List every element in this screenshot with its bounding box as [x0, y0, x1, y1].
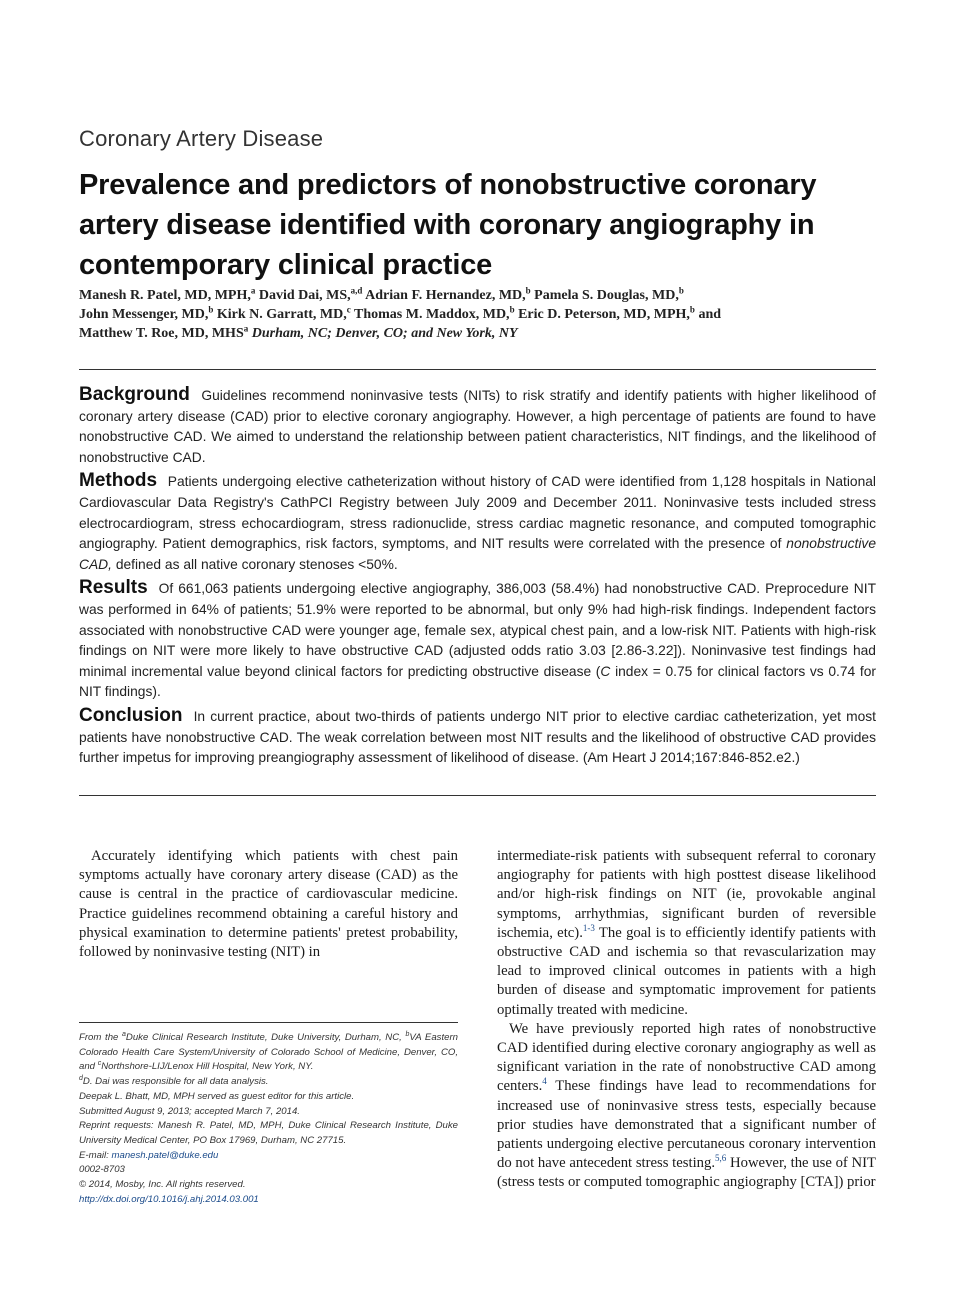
body-paragraph: Accurately identifying which patients with chest pain symptoms actually have coronary artery disease (CAD) as the cause is central in the practice of cardiovascular medicine. Practice guidelines recommend obtaining a careful history and physical examination to determine patients' pretest probability, followed by noninvasive testing (NIT) in — [79, 848, 458, 961]
body-paragraph: We have previously reported high rates of nonobstructive CAD identified during elective coronary angiography as well as significant variation in the rate of nonobstructive CAD among centers.$^4$ These findings have lead to recommendations for increased use of noninvasive stress tests, especially because prior studies have demonstrated that a significant number of patients undergoing elective percutaneous coronary intervention do not have antecedent stress testing.$^{5,6}$ However, the use of NIT (stress tests or computed tomographic angiography [CTA]) prior — [497, 1020, 877, 1191]
abstract-conclusion-text: In current practice, about two-thirds of patients undergo NIT prior to elective cardiac catheterization, yet most patients have nonobstructive CAD. The weak correlation between most NIT results and the likelihood of obstructive CAD provides further impetus for improving preangiography assessment of likelihood of disease. (Am Heart J 2014;167:846-852.e2.) — [79, 708, 876, 766]
author-list — [79, 286, 889, 343]
abstract-heading-methods: Methods — [79, 470, 158, 492]
author-affiliation-marker: a,d — [350, 285, 363, 296]
footnote-reprint: Reprint requests: Manesh R. Patel, MD, MPH, Duke Clinical Research Institute, Duke University Medical Center, PO Box 17969, Durham, NC 27715. — [79, 1120, 458, 1146]
citation-link[interactable]: 1-3 — [582, 922, 595, 933]
author-affiliation-marker: b — [509, 304, 515, 315]
footnotes — [79, 1031, 458, 1207]
footnote-copyright: © 2014, Mosby, Inc. All rights reserved. — [79, 1179, 246, 1191]
citation-link[interactable]: 4 — [542, 1076, 547, 1087]
abstract-methods — [79, 471, 876, 575]
author-name: Adrian F. Hernandez, MD, — [365, 288, 526, 303]
citation-link[interactable]: 5,6 — [715, 1153, 727, 1164]
abstract-methods-text: Patients undergoing elective catheterization without history of CAD were identified from 1,128 hospitals in National Cardiovascular Data Registry's CathPCI Registry between July 2009 and December 2011. Noninvasive tests included stress electrocardiogram, stress echocardiogram, stress radionuclide, stress cardiac magnetic resonance, and computed tomographic angiography. Patient demographics, risk factors, symptoms, and NIT results were correlated with the presence of — [79, 474, 876, 552]
abstract — [79, 385, 876, 772]
author-affiliation-marker: c — [346, 304, 351, 315]
author-affiliation-marker: a — [250, 285, 256, 296]
abstract-results-text-end: index = 0.75 for clinical factors vs 0.74 for NIT findings). — [79, 663, 876, 700]
author-affiliation-marker: b — [689, 304, 695, 315]
body-paragraph: intermediate-risk patients with subsequent referral to coronary angiography for patients with high posttest disease likelihood and/or high-risk findings on NIT (ie, provokable anginal symptoms, arrhythmias, significant burden of reversible ischemia, etc).$^{1-3}$ The goal is to efficiently identify patients with obstructive CAD and ischemia so that revascularization may lead to improved clinical outcomes in patients with a high burden of disease and symptomatic improvement for patients optimally treated with medicine. — [497, 848, 876, 1018]
abstract-results — [79, 578, 876, 703]
abstract-conclusion — [79, 706, 876, 769]
section-label: Coronary Artery Disease — [79, 126, 324, 151]
doi-link[interactable]: http://dx.doi.org/10.1016/j.ahj.2014.03.001 — [79, 1193, 259, 1205]
author-locations: Durham, NC; Denver, CO; and New York, NY — [251, 326, 518, 341]
abstract-results-text: Of 661,063 patients undergoing elective angiography, 386,003 (58.4%) had nonobstructive CAD. Preprocedure NIT was performed in 64% of patients; 51.9% were reported to be abnormal, but only 9% had high-risk findings. Independent factors associated with nonobstructive CAD were younger age, female sex, atypical chest pain, and a low-risk NIT. Patients with high-risk findings on NIT were more likely to have obstructive CAD (adjusted odds ratio 3.03 [2.86-3.22]). Noninvasive test findings had minimal incremental value beyond clinical factors for predicting obstructive disease ( — [79, 581, 876, 679]
author-affiliation-marker: b — [678, 285, 684, 296]
abstract-top-rule — [79, 369, 876, 370]
author-name: Pamela S. Douglas, MD, — [534, 288, 679, 303]
abstract-heading-results: Results — [79, 577, 148, 599]
abstract-bottom-rule — [79, 795, 876, 796]
author-name: John Messenger, MD, — [79, 307, 209, 322]
email-link[interactable]: manesh.patel@duke.edu — [111, 1149, 219, 1161]
footnote-affiliations: From the $^a$Duke Clinical Research Institute, Duke University, Durham, NC, $^b$VA Eastern Colorado Health Care System/University of Colorado School of Medicine, Denver, CO, and $^c$Northshore-LIJ/Lenox Hill Hospital, New York, NY. — [79, 1030, 458, 1073]
author-name: Matthew T. Roe, MD, MHS — [79, 326, 244, 341]
footnote-editor: Deepak L. Bhatt, MD, MPH served as guest editor for this article. — [79, 1090, 355, 1102]
author-name: Manesh R. Patel, MD, MPH, — [79, 288, 251, 303]
author-affiliation-marker: b — [208, 304, 214, 315]
author-name: Kirk N. Garratt, MD, — [216, 307, 347, 322]
body-left-column — [79, 847, 458, 962]
author-conjunction: and — [698, 307, 722, 322]
footnote-rule — [79, 1022, 458, 1023]
footnote-email: E-mail: manesh.patel@duke.edu — [79, 1149, 219, 1161]
author-affiliation-marker: b — [525, 285, 531, 296]
abstract-background — [79, 385, 876, 468]
abstract-heading-conclusion: Conclusion — [79, 704, 183, 726]
abstract-heading-background: Background — [79, 384, 190, 405]
author-affiliation-marker: a — [243, 323, 249, 334]
abstract-results-emphasis: C — [600, 663, 611, 679]
author-name: Eric D. Peterson, MD, MPH, — [518, 307, 690, 322]
author-name: Thomas M. Maddox, MD, — [354, 307, 510, 322]
footnote-submitted: Submitted August 9, 2013; accepted March 7, 2014. — [79, 1105, 300, 1117]
footnote-issn: 0002-8703 — [79, 1164, 125, 1176]
footnote-analysis: $^d$D. Dai was responsible for all data analysis. — [79, 1074, 269, 1088]
author-name: David Dai, MS, — [258, 288, 351, 303]
abstract-background-text: Guidelines recommend noninvasive tests (NITs) to risk stratify and identify patients with higher likelihood of coronary artery disease (CAD) prior to elective coronary angiography. However, a high percentage of patients are found to have nonobstructive CAD. We aimed to understand the relationship between patient characteristics, NIT findings, and the likelihood of nonobstructive CAD. — [79, 388, 876, 465]
abstract-methods-text-end: defined as all native coronary stenoses <50%. — [115, 556, 398, 572]
abstract-methods-emphasis: nonobstructive CAD, — [79, 536, 876, 572]
body-right-column — [497, 847, 876, 1193]
article-title: Prevalence and predictors of nonobstructive coronary artery disease identified with coronary angiography in contemporary clinical practice — [79, 169, 817, 281]
